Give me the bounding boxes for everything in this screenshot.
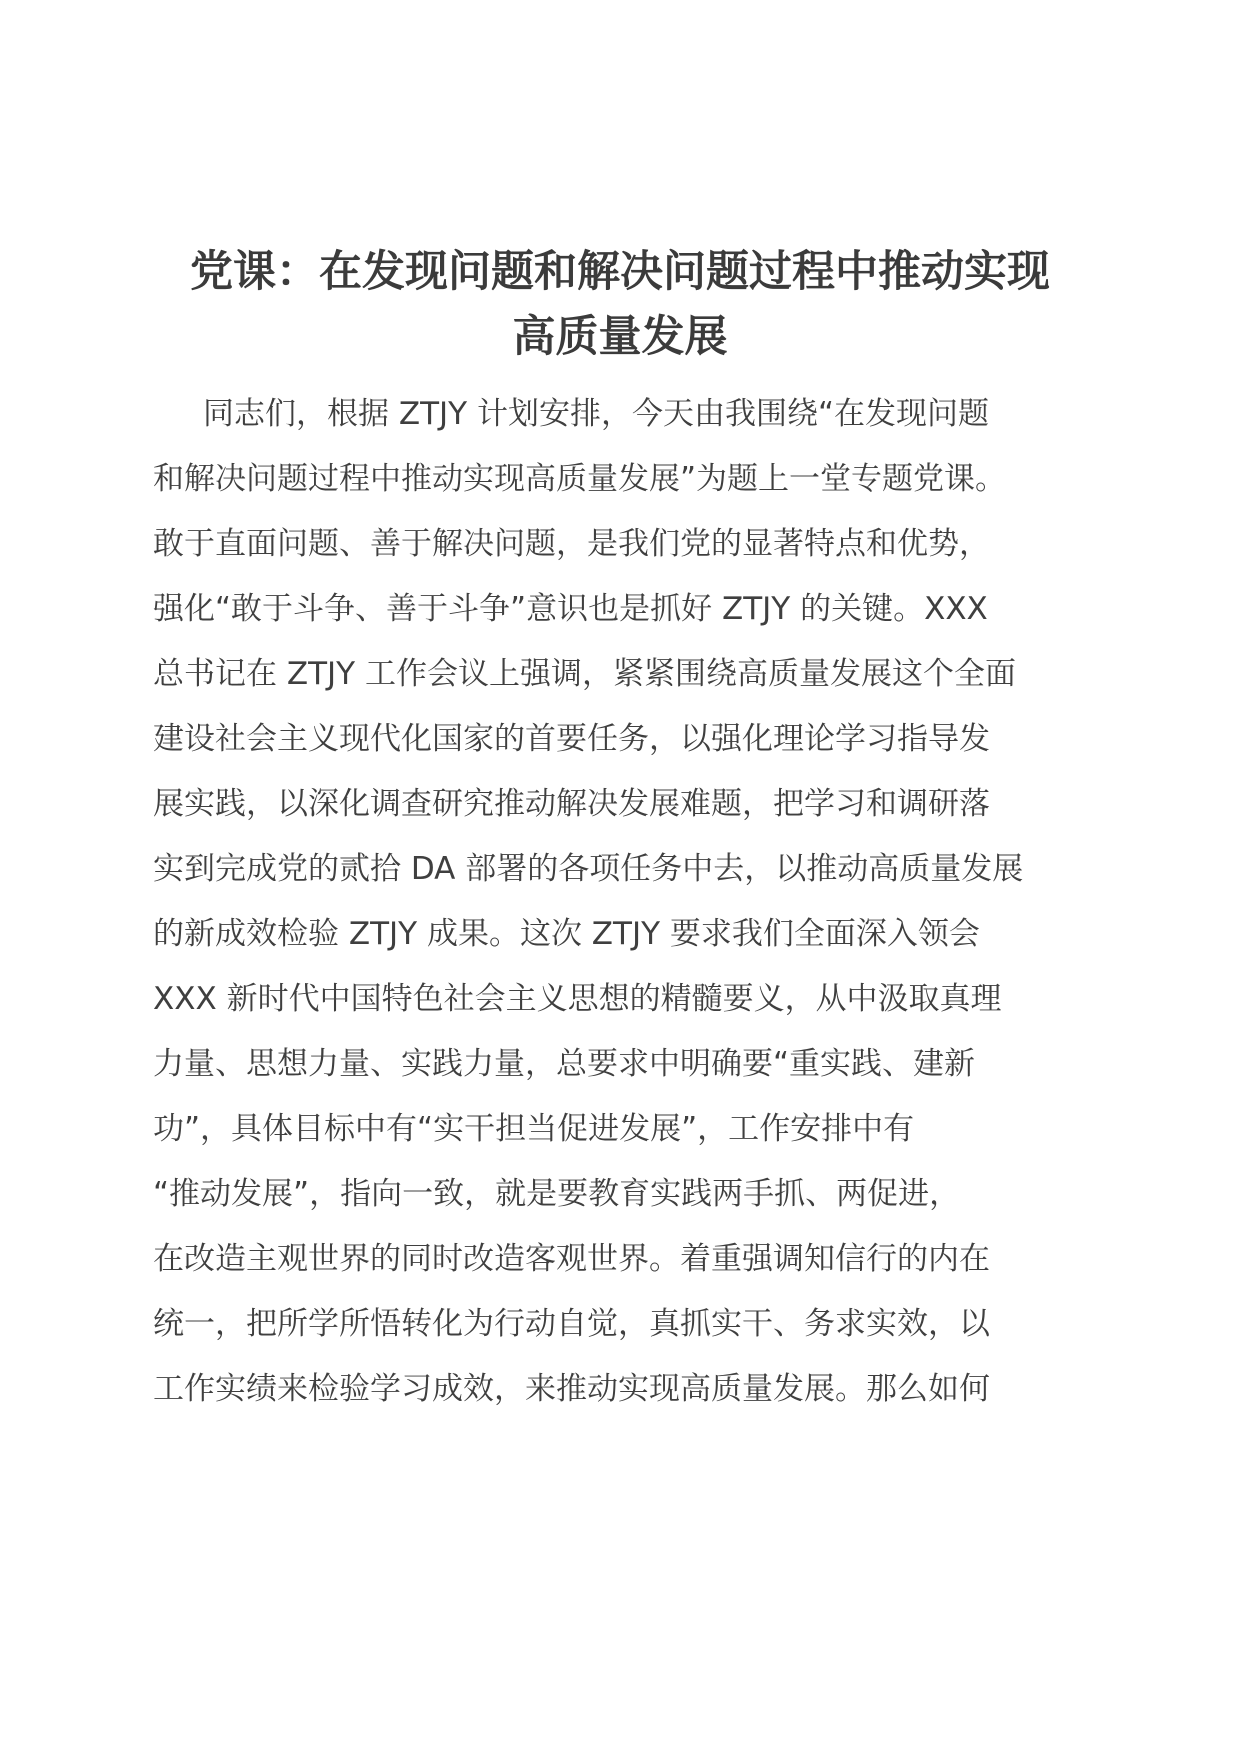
body-line: 展实践，以深化调查研究推动解决发展难题，把学习和调研落 xyxy=(153,786,990,822)
title-line-1: 党课：在发现问题和解决问题过程中推动实现 xyxy=(190,247,1050,297)
body-line: 建设社会主义现代化国家的首要任务，以强化理论学习指导发 xyxy=(153,721,990,757)
document-title xyxy=(150,240,1090,370)
body-line: 实到完成党的贰拾 DA 部署的各项任务中去，以推动高质量发展 xyxy=(153,851,1024,887)
body-line: 敢于直面问题、善于解决问题，是我们党的显著特点和优势， xyxy=(153,526,990,562)
body-line: 功”，具体目标中有“实干担当促进发展”，工作安排中有 xyxy=(153,1111,915,1147)
body-line: 和解决问题过程中推动实现高质量发展”为题上一堂专题党课。 xyxy=(153,461,1007,497)
body-line: “推动发展”，指向一致，就是要教育实践两手抓、两促进， xyxy=(153,1176,961,1212)
body-line: 强化“敢于斗争、善于斗争”意识也是抓好 ZTJY 的关键。XXX xyxy=(153,591,988,627)
body-line: 的新成效检验 ZTJY 成果。这次 ZTJY 要求我们全面深入领会 xyxy=(153,916,980,952)
body-line: 同志们，根据 ZTJY 计划安排，今天由我围绕“在发现问题 xyxy=(203,396,990,432)
title-line-2: 高质量发展 xyxy=(512,312,728,362)
body-line: 力量、思想力量、实践力量，总要求中明确要“重实践、建新 xyxy=(153,1046,976,1082)
body-line: 总书记在 ZTJY 工作会议上强调，紧紧围绕高质量发展这个全面 xyxy=(153,656,1016,692)
body-line: 统一，把所学所悟转化为行动自觉，真抓实干、务求实效，以 xyxy=(153,1306,990,1342)
body-line: 在改造主观世界的同时改造客观世界。着重强调知信行的内在 xyxy=(153,1241,990,1277)
body-line: XXX 新时代中国特色社会主义思想的精髓要义，从中汲取真理 xyxy=(153,981,1002,1017)
body-paragraph xyxy=(153,382,1093,1422)
body-line: 工作实绩来检验学习成效，来推动实现高质量发展。那么如何 xyxy=(153,1371,990,1407)
